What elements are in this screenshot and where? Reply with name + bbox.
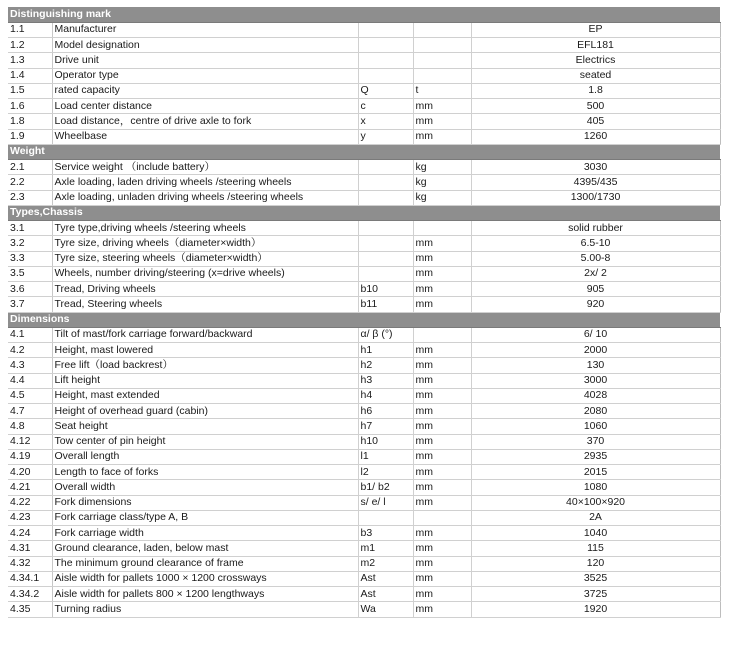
table-row: [8, 480, 720, 495]
row-number-cell: 4.4: [8, 373, 52, 388]
value-cell: 120: [471, 556, 720, 571]
value-cell: 370: [471, 434, 720, 449]
symbol-cell: b1/ b2: [358, 480, 413, 495]
value-cell: 1060: [471, 419, 720, 434]
parameter-name-cell: Fork dimensions: [52, 495, 358, 510]
row-number-cell: 4.19: [8, 449, 52, 464]
symbol-cell: h6: [358, 404, 413, 419]
unit-cell: mm: [413, 236, 471, 251]
row-number-cell: 2.2: [8, 175, 52, 190]
parameter-name-cell: Lift height: [52, 373, 358, 388]
section-title: Types,Chassis: [8, 205, 720, 220]
symbol-cell: s/ e/ l: [358, 495, 413, 510]
unit-cell: [413, 221, 471, 236]
unit-cell: mm: [413, 129, 471, 144]
row-number-cell: 3.7: [8, 297, 52, 312]
table-row: [8, 83, 720, 98]
parameter-name-cell: Height of overhead guard (cabin): [52, 404, 358, 419]
row-number-cell: 4.8: [8, 419, 52, 434]
symbol-cell: h3: [358, 373, 413, 388]
table-row: [8, 38, 720, 53]
value-cell: 2015: [471, 465, 720, 480]
parameter-name-cell: Turning radius: [52, 602, 358, 617]
symbol-cell: [358, 53, 413, 68]
symbol-cell: [358, 236, 413, 251]
value-cell: 1.8: [471, 83, 720, 98]
value-cell: 1040: [471, 526, 720, 541]
symbol-cell: h4: [358, 388, 413, 403]
value-cell: EP: [471, 22, 720, 37]
section-title: Distinguishing mark: [8, 7, 720, 22]
unit-cell: mm: [413, 526, 471, 541]
symbol-cell: [358, 266, 413, 281]
row-number-cell: 3.6: [8, 282, 52, 297]
unit-cell: mm: [413, 541, 471, 556]
parameter-name-cell: Fork carriage class/type A, B: [52, 510, 358, 525]
row-number-cell: 4.34.2: [8, 587, 52, 602]
table-row: [8, 236, 720, 251]
symbol-cell: [358, 175, 413, 190]
row-number-cell: 4.5: [8, 388, 52, 403]
symbol-cell: Ast: [358, 571, 413, 586]
row-number-cell: 4.21: [8, 480, 52, 495]
parameter-name-cell: Tyre size, driving wheels（diameter×width）: [52, 236, 358, 251]
row-number-cell: 4.2: [8, 343, 52, 358]
symbol-cell: α/ β (°): [358, 327, 413, 342]
value-cell: 1260: [471, 129, 720, 144]
table-row: [8, 22, 720, 37]
table-row: [8, 587, 720, 602]
value-cell: 500: [471, 99, 720, 114]
table-row: [8, 434, 720, 449]
row-number-cell: 1.1: [8, 22, 52, 37]
unit-cell: mm: [413, 297, 471, 312]
parameter-name-cell: Free lift（load backrest）: [52, 358, 358, 373]
parameter-name-cell: Tilt of mast/fork carriage forward/backward: [52, 327, 358, 342]
symbol-cell: [358, 38, 413, 53]
symbol-cell: h10: [358, 434, 413, 449]
parameter-name-cell: Wheelbase: [52, 129, 358, 144]
unit-cell: [413, 38, 471, 53]
row-number-cell: 4.3: [8, 358, 52, 373]
value-cell: 2A: [471, 510, 720, 525]
parameter-name-cell: Height, mast extended: [52, 388, 358, 403]
unit-cell: mm: [413, 602, 471, 617]
unit-cell: mm: [413, 587, 471, 602]
parameter-name-cell: Tyre type,driving wheels /steering wheels: [52, 221, 358, 236]
row-number-cell: 4.20: [8, 465, 52, 480]
table-row: [8, 282, 720, 297]
parameter-name-cell: Fork carriage width: [52, 526, 358, 541]
row-number-cell: 1.3: [8, 53, 52, 68]
table-row: [8, 99, 720, 114]
unit-cell: mm: [413, 449, 471, 464]
unit-cell: mm: [413, 556, 471, 571]
symbol-cell: x: [358, 114, 413, 129]
parameter-name-cell: rated capacity: [52, 83, 358, 98]
value-cell: 2000: [471, 343, 720, 358]
unit-cell: [413, 53, 471, 68]
value-cell: 3030: [471, 160, 720, 175]
symbol-cell: Ast: [358, 587, 413, 602]
unit-cell: mm: [413, 419, 471, 434]
symbol-cell: m2: [358, 556, 413, 571]
unit-cell: mm: [413, 465, 471, 480]
symbol-cell: c: [358, 99, 413, 114]
row-number-cell: 3.3: [8, 251, 52, 266]
value-cell: 2935: [471, 449, 720, 464]
row-number-cell: 3.1: [8, 221, 52, 236]
table-row: [8, 160, 720, 175]
value-cell: 1920: [471, 602, 720, 617]
unit-cell: kg: [413, 160, 471, 175]
spec-table-body: [8, 7, 720, 617]
unit-cell: mm: [413, 343, 471, 358]
row-number-cell: 3.5: [8, 266, 52, 281]
unit-cell: [413, 68, 471, 83]
unit-cell: kg: [413, 175, 471, 190]
row-number-cell: 4.12: [8, 434, 52, 449]
table-row: [8, 373, 720, 388]
section-header: [8, 205, 720, 220]
row-number-cell: 4.34.1: [8, 571, 52, 586]
table-row: [8, 129, 720, 144]
value-cell: 3000: [471, 373, 720, 388]
parameter-name-cell: Tyre size, steering wheels（diameter×width）: [52, 251, 358, 266]
value-cell: EFL181: [471, 38, 720, 53]
table-row: [8, 465, 720, 480]
parameter-name-cell: Aisle width for pallets 1000 × 1200 crossways: [52, 571, 358, 586]
unit-cell: mm: [413, 282, 471, 297]
parameter-name-cell: Drive unit: [52, 53, 358, 68]
symbol-cell: [358, 190, 413, 205]
table-row: [8, 510, 720, 525]
value-cell: Electrics: [471, 53, 720, 68]
section-header: [8, 7, 720, 22]
table-row: [8, 221, 720, 236]
row-number-cell: 4.24: [8, 526, 52, 541]
parameter-name-cell: Tow center of pin height: [52, 434, 358, 449]
table-row: [8, 327, 720, 342]
symbol-cell: [358, 22, 413, 37]
table-row: [8, 404, 720, 419]
row-number-cell: 4.1: [8, 327, 52, 342]
table-row: [8, 571, 720, 586]
symbol-cell: h2: [358, 358, 413, 373]
row-number-cell: 1.2: [8, 38, 52, 53]
row-number-cell: 1.6: [8, 99, 52, 114]
parameter-name-cell: Manufacturer: [52, 22, 358, 37]
value-cell: 920: [471, 297, 720, 312]
symbol-cell: l2: [358, 465, 413, 480]
section-header: [8, 312, 720, 327]
row-number-cell: 1.9: [8, 129, 52, 144]
table-row: [8, 526, 720, 541]
unit-cell: t: [413, 83, 471, 98]
unit-cell: mm: [413, 571, 471, 586]
table-row: [8, 419, 720, 434]
parameter-name-cell: Model designation: [52, 38, 358, 53]
symbol-cell: b11: [358, 297, 413, 312]
table-row: [8, 602, 720, 617]
unit-cell: [413, 510, 471, 525]
value-cell: solid rubber: [471, 221, 720, 236]
symbol-cell: m1: [358, 541, 413, 556]
row-number-cell: 1.4: [8, 68, 52, 83]
parameter-name-cell: Seat height: [52, 419, 358, 434]
parameter-name-cell: Tread, Driving wheels: [52, 282, 358, 297]
table-row: [8, 343, 720, 358]
unit-cell: mm: [413, 388, 471, 403]
symbol-cell: Wa: [358, 602, 413, 617]
symbol-cell: [358, 68, 413, 83]
row-number-cell: 4.7: [8, 404, 52, 419]
spec-table: [8, 7, 721, 618]
symbol-cell: [358, 160, 413, 175]
parameter-name-cell: Axle loading, laden driving wheels /steering wheels: [52, 175, 358, 190]
table-row: [8, 114, 720, 129]
value-cell: 4028: [471, 388, 720, 403]
parameter-name-cell: Overall length: [52, 449, 358, 464]
value-cell: 3525: [471, 571, 720, 586]
symbol-cell: b3: [358, 526, 413, 541]
row-number-cell: 1.8: [8, 114, 52, 129]
symbol-cell: [358, 510, 413, 525]
symbol-cell: l1: [358, 449, 413, 464]
unit-cell: [413, 327, 471, 342]
symbol-cell: y: [358, 129, 413, 144]
value-cell: 130: [471, 358, 720, 373]
unit-cell: mm: [413, 114, 471, 129]
row-number-cell: 4.22: [8, 495, 52, 510]
row-number-cell: 4.31: [8, 541, 52, 556]
value-cell: 6/ 10: [471, 327, 720, 342]
table-row: [8, 556, 720, 571]
unit-cell: mm: [413, 99, 471, 114]
value-cell: 40×100×920: [471, 495, 720, 510]
table-row: [8, 190, 720, 205]
symbol-cell: [358, 251, 413, 266]
value-cell: 115: [471, 541, 720, 556]
value-cell: 1080: [471, 480, 720, 495]
symbol-cell: h1: [358, 343, 413, 358]
parameter-name-cell: Ground clearance, laden, below mast: [52, 541, 358, 556]
parameter-name-cell: Wheels, number driving/steering (x=drive wheels): [52, 266, 358, 281]
table-row: [8, 68, 720, 83]
table-row: [8, 175, 720, 190]
table-row: [8, 541, 720, 556]
value-cell: 4395/435: [471, 175, 720, 190]
value-cell: seated: [471, 68, 720, 83]
unit-cell: [413, 22, 471, 37]
value-cell: 2080: [471, 404, 720, 419]
value-cell: 1300/1730: [471, 190, 720, 205]
row-number-cell: 4.23: [8, 510, 52, 525]
unit-cell: mm: [413, 404, 471, 419]
value-cell: 905: [471, 282, 720, 297]
row-number-cell: 3.2: [8, 236, 52, 251]
unit-cell: mm: [413, 358, 471, 373]
parameter-name-cell: Length to face of forks: [52, 465, 358, 480]
unit-cell: mm: [413, 266, 471, 281]
value-cell: 5.00-8: [471, 251, 720, 266]
parameter-name-cell: Load distance，centre of drive axle to fork: [52, 114, 358, 129]
symbol-cell: [358, 221, 413, 236]
unit-cell: mm: [413, 373, 471, 388]
unit-cell: mm: [413, 480, 471, 495]
parameter-name-cell: Height, mast lowered: [52, 343, 358, 358]
parameter-name-cell: Overall width: [52, 480, 358, 495]
row-number-cell: 2.3: [8, 190, 52, 205]
parameter-name-cell: Axle loading, unladen driving wheels /steering wheels: [52, 190, 358, 205]
section-header: [8, 144, 720, 159]
row-number-cell: 4.32: [8, 556, 52, 571]
unit-cell: mm: [413, 251, 471, 266]
table-row: [8, 297, 720, 312]
symbol-cell: Q: [358, 83, 413, 98]
unit-cell: mm: [413, 434, 471, 449]
section-title: Weight: [8, 144, 720, 159]
table-row: [8, 358, 720, 373]
table-row: [8, 495, 720, 510]
symbol-cell: h7: [358, 419, 413, 434]
table-row: [8, 388, 720, 403]
parameter-name-cell: Tread, Steering wheels: [52, 297, 358, 312]
row-number-cell: 1.5: [8, 83, 52, 98]
table-row: [8, 251, 720, 266]
parameter-name-cell: Operator type: [52, 68, 358, 83]
value-cell: 2x/ 2: [471, 266, 720, 281]
section-title: Dimensions: [8, 312, 720, 327]
value-cell: 6.5-10: [471, 236, 720, 251]
row-number-cell: 2.1: [8, 160, 52, 175]
table-row: [8, 266, 720, 281]
parameter-name-cell: Aisle width for pallets 800 × 1200 lengthways: [52, 587, 358, 602]
parameter-name-cell: Load center distance: [52, 99, 358, 114]
parameter-name-cell: Service weight （include battery）: [52, 160, 358, 175]
value-cell: 3725: [471, 587, 720, 602]
value-cell: 405: [471, 114, 720, 129]
table-row: [8, 449, 720, 464]
unit-cell: kg: [413, 190, 471, 205]
symbol-cell: b10: [358, 282, 413, 297]
table-row: [8, 53, 720, 68]
row-number-cell: 4.35: [8, 602, 52, 617]
parameter-name-cell: The minimum ground clearance of frame: [52, 556, 358, 571]
unit-cell: mm: [413, 495, 471, 510]
